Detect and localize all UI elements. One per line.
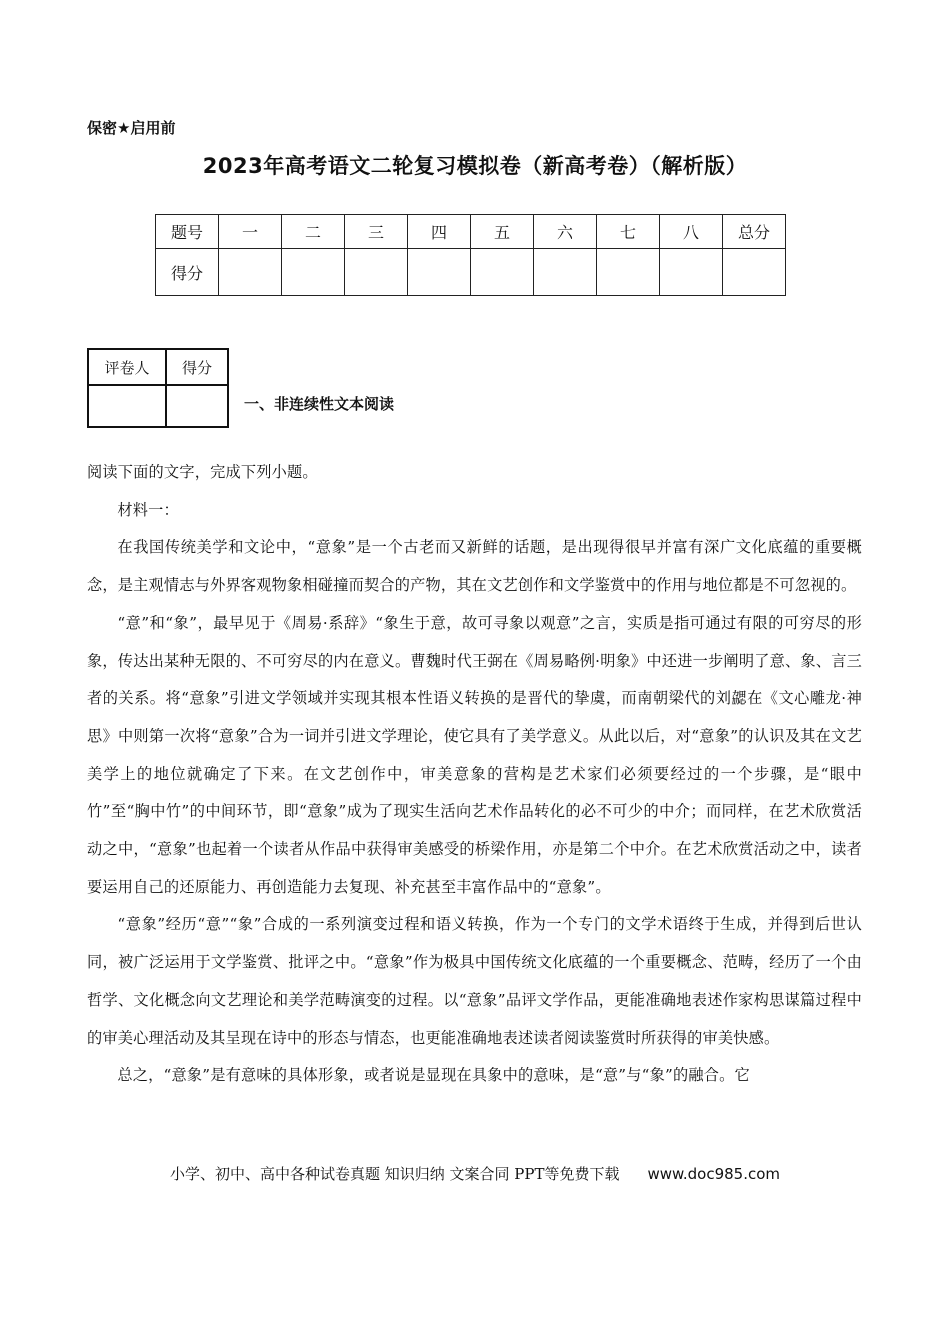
score-row-label: 得分: [156, 249, 219, 296]
score-cell: [282, 249, 345, 296]
score-table-header-cell: 二: [282, 215, 345, 249]
passage-paragraph: “意象”经历“意”“象”合成的一系列演变过程和语义转换，作为一个专门的文学术语终于生成，并得到后世认同，被广泛运用于文学鉴赏、批评之中。“意象”作为极具中国传统文化底蕴的一个重要概念、范畴，经历了一个由哲学、文化概念向文艺理论和美学范畴演变的过程。以“意象”品评文学作品，更能准确地表述作家构思谋篇过程中的审美心理活动及其呈现在诗中的形态与情态，也更能准确地表述读者阅读鉴赏时所获得的审美快感。: [87, 915, 862, 1047]
grader-cell: [88, 385, 166, 427]
grader-table: [87, 348, 229, 428]
score-cell: [219, 249, 282, 296]
grader-table-header-row: [88, 349, 228, 385]
score-cell: [597, 249, 660, 296]
score-table-header-cell: 七: [597, 215, 660, 249]
instruction-text: 阅读下面的文字，完成下列小题。: [87, 463, 318, 481]
passage-paragraph: 在我国传统美学和文论中，“意象”是一个古老而又新鲜的话题，是出现得很早并富有深广文化底蕴的重要概念，是主观情志与外界客观物象相碰撞而契合的产物，其在文艺创作和文学鉴赏中的作用与地位都是不可忽视的。: [87, 538, 862, 595]
score-cell: [534, 249, 597, 296]
score-cell: [471, 249, 534, 296]
passage-paragraph: 总之，“意象”是有意味的具体形象，或者说是显现在具象中的意味，是“意”与“象”的融合。它: [117, 1066, 750, 1085]
material-label: 材料一：: [117, 500, 179, 519]
score-table-header-cell: 八: [660, 215, 723, 249]
score-cell: [660, 249, 723, 296]
score-cell: [408, 249, 471, 296]
grader-score-label: 得分: [166, 349, 228, 385]
score-table-header-cell: 一: [219, 215, 282, 249]
grader-table-blank-row: [88, 385, 228, 427]
footer-text: 小学、初中、高中各种试卷真题 知识归纳 文案合同 PPT等免费下载: [169, 1165, 620, 1183]
secret-label: 保密★启用前: [87, 119, 176, 137]
score-table: [155, 214, 786, 296]
grader-label: 评卷人: [88, 349, 166, 385]
section-heading: 一、非连续性文本阅读: [244, 395, 395, 413]
score-table-header-cell: 五: [471, 215, 534, 249]
score-table-score-row: [156, 249, 786, 296]
score-cell: [345, 249, 408, 296]
page-footer: [0, 1163, 950, 1184]
score-table-header-cell: 三: [345, 215, 408, 249]
footer-site-link[interactable]: www.doc985.com: [647, 1165, 781, 1183]
score-cell: [723, 249, 786, 296]
score-table-header-cell: 题号: [156, 215, 219, 249]
passage-paragraph: “意”和“象”，最早见于《周易·系辞》“象生于意，故可寻象以观意”之言，实质是指可通过有限的可穷尽的形象，传达出某种无限的、不可穷尽的内在意义。曹魏时代王弼在《周易略例·明象》中还进一步阐明了意、象、言三者的关系。将“意象”引进文学领域并实现其根本性语义转换的是晋代的挚虞，而南朝梁代的刘勰在《文心雕龙·神思》中则第一次将“意象”合为一词并引进文学理论，使它具有了美学意义。从此以后，对“意象”的认识及其在文艺美学上的地位就确定了下来。在文艺创作中，审美意象的营构是艺术家们必须要经过的一个步骤，是“眼中竹”至“胸中竹”的中间环节，即“意象”成为了现实生活向艺术作品转化的必不可少的中介；而同样，在艺术欣赏活动之中，“意象”也起着一个读者从作品中获得审美感受的桥梁作用，亦是第二个中介。在艺术欣赏活动之中，读者要运用自己的还原能力、再创造能力去复现、补充甚至丰富作品中的“意象”。: [87, 613, 862, 896]
score-table-header-cell: 总分: [723, 215, 786, 249]
grader-score-cell: [166, 385, 228, 427]
score-table-header-cell: 六: [534, 215, 597, 249]
score-table-header-cell: 四: [408, 215, 471, 249]
score-table-header-row: [156, 215, 786, 249]
page-title: 2023年高考语文二轮复习模拟卷（新高考卷）（解析版）: [202, 154, 748, 178]
reading-passage: [87, 454, 862, 1095]
